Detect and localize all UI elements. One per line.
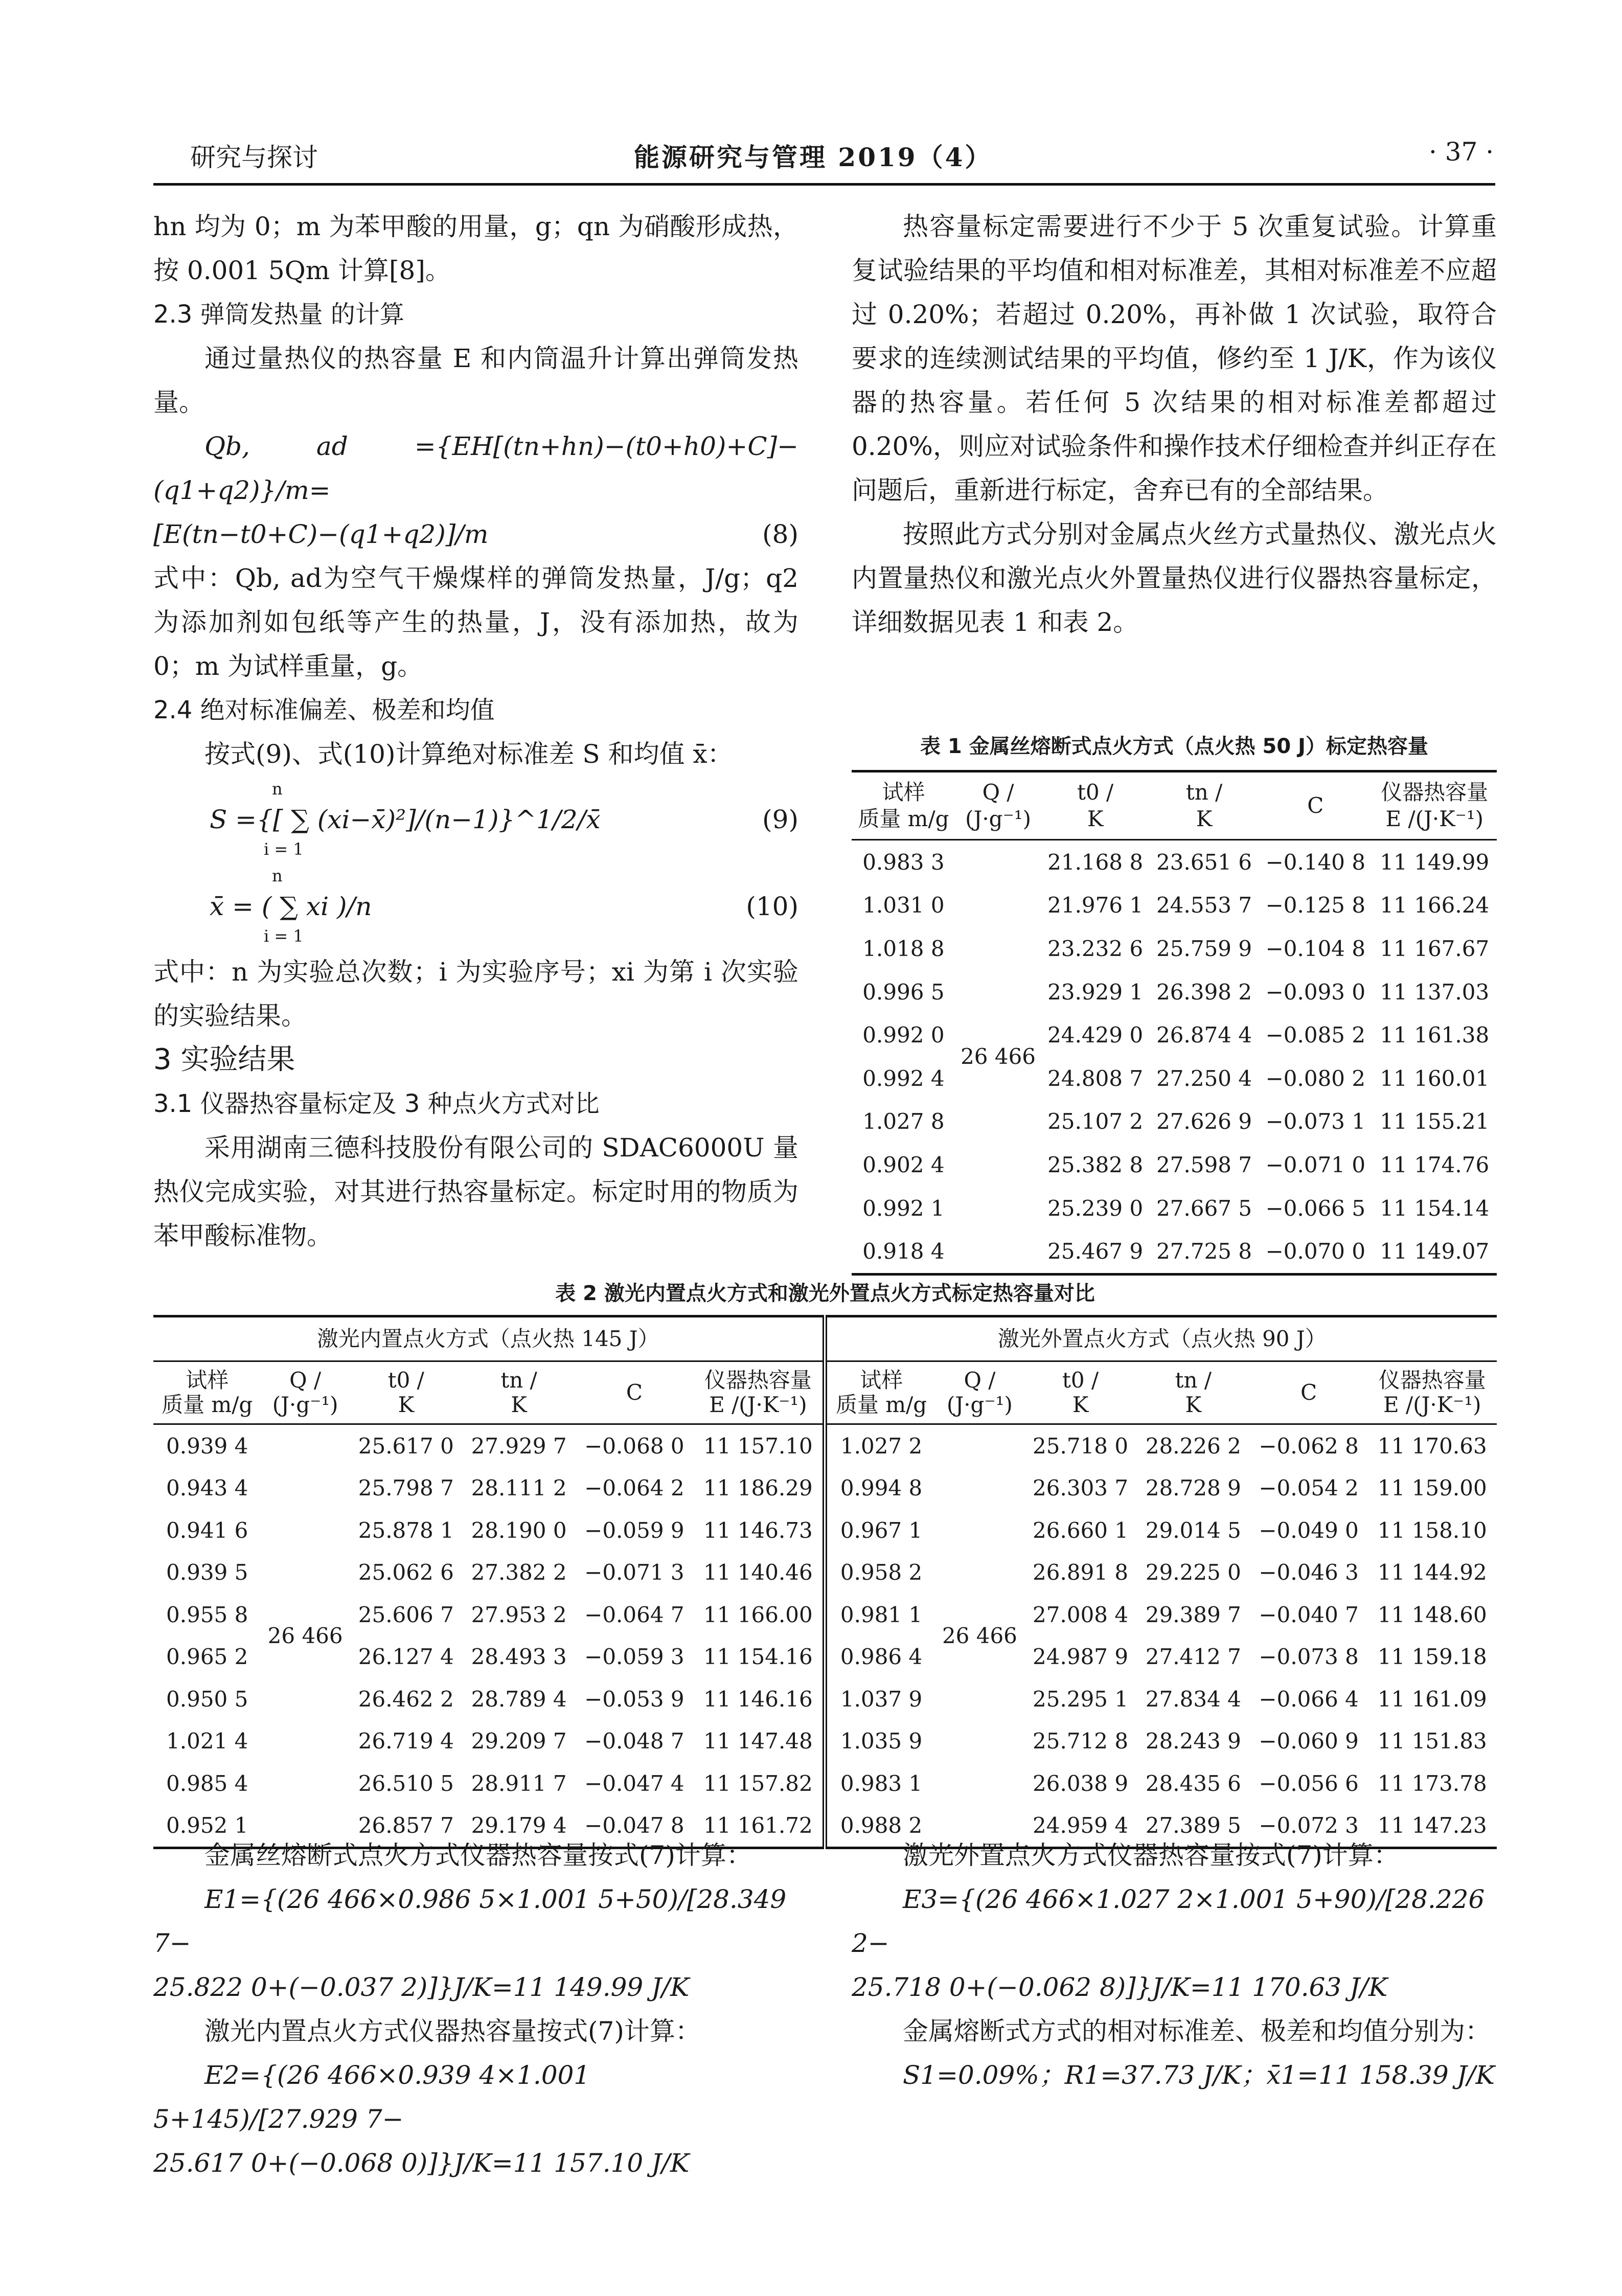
sum-lower-limit-10: i = 1 [264, 926, 304, 946]
table-2-external-cell-3: −0.056 6 [1259, 1770, 1359, 1796]
table-2-internal-cell-4: 11 157.10 [693, 1424, 825, 1467]
calc-e3-line2: 25.718 0+(−0.062 8)]}J/K=11 170.63 J/K [852, 1972, 1388, 2002]
table-2-header-internal-4: C [575, 1361, 693, 1424]
table-1-cell-4: 11 160.01 [1380, 1065, 1490, 1091]
table-2-internal-cell-2: 27.929 7 [471, 1433, 567, 1459]
table-1-cell-mass: 0.996 5 [862, 979, 945, 1005]
calc-metal-intro: 金属丝熔断式点火方式仪器热容量按式(7)计算： [204, 1840, 752, 1870]
table-2-external-cell-2: 27.834 4 [1145, 1686, 1241, 1712]
table-2-external-cell-1: 26.303 7 [1033, 1475, 1129, 1501]
heading-2-4: 2.4 绝对标准偏差、极差和均值 [153, 696, 495, 724]
table-2-internal-cell-1: 25.878 1 [358, 1517, 454, 1543]
table-2 [153, 1315, 1497, 1849]
table-1-cell-1: 25.107 2 [1047, 1109, 1144, 1134]
page-number: · 37 · [1429, 137, 1494, 167]
table-2-external-cell-4: 11 147.23 [1377, 1813, 1487, 1838]
table-2-internal-cell-4: 11 157.82 [693, 1762, 825, 1805]
table-row [852, 1230, 1497, 1274]
table-2-internal-mass: 0.952 1 [166, 1813, 248, 1838]
table-2-internal-cell-2: 28.911 7 [471, 1770, 567, 1796]
table-2-internal-cell-2: 28.493 3 [471, 1644, 567, 1670]
table-2-internal-cell-2: 27.953 2 [471, 1602, 567, 1627]
table-1-cell-4: 11 174.76 [1380, 1152, 1490, 1177]
table-2-external-cell-4: 11 159.00 [1377, 1475, 1487, 1501]
table-row [153, 1678, 1497, 1720]
table-row [153, 1467, 1497, 1510]
paragraph-method: 按照此方式分别对金属点火丝方式量热仪、激光点火内置量热仪和激光点火外置量热仪进行仪器热容量标定，详细数据见表 1 和表 2。 [852, 519, 1497, 637]
table-1-cell-1: 24.808 7 [1047, 1065, 1144, 1091]
table-2-external-mass: 0.958 2 [840, 1560, 923, 1585]
table-1-cell-1: 21.168 8 [1047, 849, 1144, 875]
table-2-external-mass: 0.981 1 [840, 1602, 923, 1627]
table-2-block [153, 1278, 1497, 1849]
table-2-external-cell-4: 11 148.60 [1377, 1602, 1487, 1627]
table-2-internal-mass: 0.941 6 [166, 1517, 248, 1543]
table-2-external-cell-2: 29.014 5 [1145, 1517, 1241, 1543]
table-1-header-1: Q / (J·g⁻¹) [955, 771, 1041, 840]
heading-3: 3 实验结果 [153, 1043, 295, 1076]
table-1-cell-mass: 1.031 0 [862, 893, 945, 918]
table-1-cell-3: −0.071 0 [1265, 1152, 1366, 1177]
equation-10: x̄ = ( ∑ xi )/n [210, 892, 372, 921]
right-column [852, 204, 1497, 644]
table-2-external-cell-2: 29.389 7 [1145, 1602, 1241, 1627]
table-2-internal-cell-1: 26.127 4 [358, 1644, 454, 1670]
table-2-external-cell-2: 28.226 2 [1145, 1433, 1241, 1459]
table-1-cell-mass: 0.983 3 [862, 849, 945, 875]
table-2-header-internal-3: tn / K [463, 1361, 576, 1424]
table-2-internal-cell-1: 26.510 5 [358, 1770, 454, 1796]
table-2-internal-cell-4: 11 166.00 [693, 1594, 825, 1636]
table-row [153, 1509, 1497, 1552]
table-1-cell-3: −0.066 5 [1265, 1195, 1366, 1221]
table-2-internal-cell-2: 29.179 4 [471, 1813, 567, 1838]
table-1-cell-4: 11 154.14 [1380, 1195, 1490, 1221]
table-1-caption: 表 1 金属丝熔断式点火方式（点火热 50 J）标定热容量 [920, 735, 1429, 758]
table-2-external-cell-4: 11 170.63 [1377, 1433, 1487, 1459]
table-1-block [852, 731, 1497, 1276]
table-2-external-mass: 0.967 1 [840, 1517, 923, 1543]
table-2-group-internal: 激光内置点火方式（点火热 145 J） [153, 1316, 825, 1361]
table-2-external-cell-3: −0.062 8 [1259, 1433, 1359, 1459]
table-row [852, 970, 1497, 1014]
paragraph-hn: hn 均为 0；m 为苯甲酸的用量，g；qn 为硝酸形成热，按 0.001 5Qm 计算[8]。 [153, 212, 798, 285]
header-rule [153, 183, 1495, 186]
table-1-cell-2: 25.759 9 [1156, 936, 1252, 961]
table-1-cell-mass: 1.018 8 [862, 936, 945, 961]
table-2-header-external-3: tn / K [1137, 1361, 1250, 1424]
table-2-header-internal-0: 试样 质量 m/g [153, 1361, 261, 1424]
equation-8-line1: Qb, ad ={EH[(tn+hn)−(t0+h0)+C]−(q1+q2)}/m= [153, 431, 798, 505]
equation-10-number: (10) [746, 892, 798, 921]
table-row [852, 1187, 1497, 1230]
table-2-external-mass: 0.988 2 [840, 1813, 923, 1838]
table-1-cell-4: 11 155.21 [1380, 1109, 1490, 1134]
table-1-cell-mass: 0.902 4 [862, 1152, 945, 1177]
table-1-cell-4: 11 161.38 [1380, 1022, 1490, 1048]
table-1-cell-2: 27.626 9 [1156, 1109, 1252, 1134]
table-2-external-mass: 1.035 9 [840, 1729, 923, 1754]
table-row [153, 1636, 1497, 1678]
table-1-cell-1: 21.976 1 [1047, 893, 1144, 918]
table-2-internal-cell-1: 26.857 7 [358, 1813, 454, 1838]
table-2-internal-cell-2: 28.789 4 [471, 1686, 567, 1712]
table-2-header-external-4: C [1250, 1361, 1368, 1424]
table-2-external-cell-1: 25.718 0 [1033, 1433, 1129, 1459]
table-row [852, 884, 1497, 927]
table-2-internal-cell-3: −0.048 7 [584, 1729, 684, 1754]
paragraph-eq8-where: 式中：Qb, ad为空气干燥煤样的弹筒发热量，J/g；q2 为添加剂如包纸等产生的热量，J，没有添加热，故为 0；m 为试样重量，g。 [153, 563, 798, 681]
table-1-cell-mass: 0.992 0 [862, 1022, 945, 1048]
table-2-internal-cell-3: −0.047 4 [584, 1770, 684, 1796]
table-1-cell-mass: 0.918 4 [862, 1239, 945, 1264]
table-2-internal-cell-1: 26.462 2 [358, 1686, 454, 1712]
table-1-cell-mass: 0.992 1 [862, 1195, 945, 1221]
table-2-internal-cell-4: 11 161.72 [693, 1805, 825, 1848]
calc-e1-line1: E1={(26 466×0.986 5×1.001 5+50)/[28.349 7− [153, 1884, 787, 1958]
table-2-external-cell-2: 27.389 5 [1145, 1813, 1241, 1838]
bottom-right-text [852, 1833, 1497, 2097]
table-2-internal-cell-3: −0.047 8 [584, 1813, 684, 1838]
table-2-internal-cell-3: −0.071 3 [584, 1560, 684, 1585]
table-2-internal-mass: 0.939 4 [166, 1433, 248, 1459]
equation-9-row [153, 776, 798, 863]
heading-3-1: 3.1 仪器热容量标定及 3 种点火方式对比 [153, 1089, 600, 1118]
table-1-cell-4: 11 166.24 [1380, 893, 1490, 918]
table-2-external-mass: 0.986 4 [840, 1644, 923, 1670]
table-2-external-cell-3: −0.046 3 [1259, 1560, 1359, 1585]
table-2-internal-cell-1: 26.719 4 [358, 1729, 454, 1754]
table-2-header-external-2: t0 / K [1024, 1361, 1137, 1424]
table-1-cell-2: 27.250 4 [1156, 1065, 1252, 1091]
table-2-external-cell-4: 11 159.18 [1377, 1644, 1487, 1670]
paragraph-2-3: 通过量热仪的热容量 E 和内筒温升计算出弹筒发热量。 [153, 344, 798, 417]
table-2-external-cell-3: −0.049 0 [1259, 1517, 1359, 1543]
table-1-cell-3: −0.073 1 [1265, 1109, 1366, 1134]
table-1-header-0: 试样 质量 m/g [852, 771, 955, 840]
table-2-internal-cell-3: −0.068 0 [584, 1433, 684, 1459]
table-row [153, 1762, 1497, 1805]
calc-e3-line1: E3={(26 466×1.027 2×1.001 5+90)/[28.226 2− [852, 1884, 1485, 1958]
table-2-internal-q: 26 466 [267, 1623, 343, 1648]
table-1-cell-2: 24.553 7 [1156, 893, 1252, 918]
table-row [852, 927, 1497, 970]
paragraph-calibration: 热容量标定需要进行不少于 5 次重复试验。计算重复试验结果的平均值和相对标准差，其相对标准差不应超过 0.20%；若超过 0.20%，再补做 1 次试验，取符合要求的连续测试结果的平均值，修约至 1 J/K，作为该仪器的热容量。若任何 5 次结果的相对标准差都超过 0.20%，则应对试验条件和操作技术仔细检查并纠正存在问题后，重新进行标定，舍弃已有的全部结果。 [852, 212, 1497, 505]
table-row [852, 840, 1497, 884]
table-2-external-cell-4: 11 151.83 [1377, 1729, 1487, 1754]
journal-title: 能源研究与管理 2019（4） [634, 142, 993, 172]
table-2-internal-cell-1: 25.617 0 [358, 1433, 454, 1459]
table-1-cell-2: 27.667 5 [1156, 1195, 1252, 1221]
table-row [153, 1424, 1497, 1467]
paragraph-3-1: 采用湖南三德科技股份有限公司的 SDAC6000U 量热仪完成实验，对其进行热容量标定。标定时用的物质为苯甲酸标准物。 [153, 1133, 798, 1251]
equation-8-line2-row [153, 512, 798, 556]
table-2-internal-mass: 1.021 4 [166, 1729, 248, 1754]
table-1-cell-1: 25.239 0 [1047, 1195, 1144, 1221]
table-2-internal-mass: 0.950 5 [166, 1686, 248, 1712]
table-2-header-external-5: 仪器热容量 E /(J·K⁻¹) [1368, 1361, 1497, 1424]
table-1-cell-4: 11 149.99 [1380, 849, 1490, 875]
table-2-external-mass: 0.983 1 [840, 1770, 923, 1796]
table-2-internal-cell-2: 28.190 0 [471, 1517, 567, 1543]
table-2-internal-cell-4: 11 147.48 [693, 1720, 825, 1763]
table-1-cell-2: 27.598 7 [1156, 1152, 1252, 1177]
table-2-external-q: 26 466 [942, 1623, 1017, 1648]
table-2-internal-cell-2: 28.111 2 [471, 1475, 567, 1501]
paragraph-2-4: 按式(9)、式(10)计算绝对标准差 S 和均值 x̄： [204, 739, 733, 769]
table-1-cell-1: 25.382 8 [1047, 1152, 1144, 1177]
table-2-internal-cell-4: 11 140.46 [693, 1552, 825, 1594]
table-1-cell-3: −0.125 8 [1265, 893, 1366, 918]
table-2-external-cell-3: −0.073 8 [1259, 1644, 1359, 1670]
sum-upper-limit-10: n [272, 866, 283, 885]
calc-external-intro: 激光外置点火方式仪器热容量按式(7)计算： [903, 1840, 1399, 1870]
equation-8-number: (8) [762, 519, 798, 549]
table-1-header-3: tn / K [1150, 771, 1259, 840]
table-1-cell-2: 26.874 4 [1156, 1022, 1252, 1048]
table-2-internal-mass: 0.943 4 [166, 1475, 248, 1501]
table-2-external-cell-1: 26.891 8 [1033, 1560, 1129, 1585]
table-1-cell-mass: 0.992 4 [862, 1065, 945, 1091]
running-section-title: 研究与探讨 [190, 143, 318, 172]
table-row [852, 1057, 1497, 1100]
table-2-header-external-1: Q / (J·g⁻¹) [935, 1361, 1024, 1424]
table-1-cell-1: 23.929 1 [1047, 979, 1144, 1005]
bottom-left-text [153, 1833, 798, 2185]
table-1-cell-3: −0.104 8 [1265, 936, 1366, 961]
table-2-external-cell-3: −0.066 4 [1259, 1686, 1359, 1712]
table-1-header-2: t0 / K [1041, 771, 1150, 840]
table-2-internal-cell-1: 25.798 7 [358, 1475, 454, 1501]
table-row [852, 1100, 1497, 1144]
table-2-external-cell-4: 11 161.09 [1377, 1686, 1487, 1712]
table-2-header-external-0: 试样 质量 m/g [825, 1361, 935, 1424]
equation-8-line2: [E(tn−t0+C)−(q1+q2)]/m [153, 519, 489, 549]
table-1-cell-q: 26 466 [961, 1044, 1036, 1070]
table-2-external-cell-3: −0.072 3 [1259, 1813, 1359, 1838]
table-2-internal-cell-3: −0.064 7 [584, 1602, 684, 1627]
stats-intro: 金属熔断式方式的相对标准差、极差和均值分别为： [903, 2016, 1491, 2046]
table-1-cell-4: 11 167.67 [1380, 936, 1490, 961]
table-2-external-cell-2: 27.412 7 [1145, 1644, 1241, 1670]
table-1-cell-1: 24.429 0 [1047, 1022, 1144, 1048]
table-2-internal-mass: 0.939 5 [166, 1560, 248, 1585]
table-2-internal-cell-4: 11 146.73 [693, 1509, 825, 1552]
table-2-internal-mass: 0.965 2 [166, 1644, 248, 1670]
table-row [153, 1720, 1497, 1763]
table-2-external-cell-1: 25.712 8 [1033, 1729, 1129, 1754]
table-1-cell-4: 11 137.03 [1380, 979, 1490, 1005]
table-2-external-mass: 1.037 9 [840, 1686, 923, 1712]
table-2-external-cell-1: 25.295 1 [1033, 1686, 1129, 1712]
left-column [153, 204, 798, 1258]
table-2-external-cell-2: 28.728 9 [1145, 1475, 1241, 1501]
table-2-internal-cell-1: 25.606 7 [358, 1602, 454, 1627]
table-2-external-cell-3: −0.040 7 [1259, 1602, 1359, 1627]
table-1-header-5: 仪器热容量 E /(J·K⁻¹) [1373, 771, 1497, 840]
table-2-internal-cell-2: 29.209 7 [471, 1729, 567, 1754]
table-1-cell-2: 23.651 6 [1156, 849, 1252, 875]
table-1-cell-2: 26.398 2 [1156, 979, 1252, 1005]
equation-10-row [153, 863, 798, 950]
table-2-internal-cell-4: 11 154.16 [693, 1636, 825, 1678]
table-2-external-cell-3: −0.054 2 [1259, 1475, 1359, 1501]
table-2-caption: 表 2 激光内置点火方式和激光外置点火方式标定热容量对比 [555, 1282, 1095, 1305]
table-2-external-cell-2: 28.435 6 [1145, 1770, 1241, 1796]
sum-lower-limit-9: i = 1 [264, 839, 304, 859]
table-1-cell-3: −0.093 0 [1265, 979, 1366, 1005]
table-2-external-cell-3: −0.060 9 [1259, 1729, 1359, 1754]
table-1-cell-2: 27.725 8 [1156, 1239, 1252, 1264]
table-2-internal-cell-1: 25.062 6 [358, 1560, 454, 1585]
calc-e1-line2: 25.822 0+(−0.037 2)]}J/K=11 149.99 J/K [153, 1972, 690, 2002]
table-1-cell-1: 23.232 6 [1047, 936, 1144, 961]
table-row [852, 1143, 1497, 1187]
table-2-external-cell-1: 26.660 1 [1033, 1517, 1129, 1543]
heading-2-3: 2.3 弹筒发热量 的计算 [153, 300, 404, 329]
table-2-internal-cell-4: 11 186.29 [693, 1467, 825, 1510]
table-1-cell-1: 25.467 9 [1047, 1239, 1144, 1264]
table-2-external-cell-1: 24.987 9 [1033, 1644, 1129, 1670]
table-2-external-cell-1: 24.959 4 [1033, 1813, 1129, 1838]
calc-e2-line2: 25.617 0+(−0.068 0)]}J/K=11 157.10 J/K [153, 2148, 690, 2178]
table-2-header-internal-5: 仪器热容量 E /(J·K⁻¹) [693, 1361, 825, 1424]
table-row [852, 1013, 1497, 1057]
table-1-cell-3: −0.080 2 [1265, 1065, 1366, 1091]
table-2-external-cell-2: 28.243 9 [1145, 1729, 1241, 1754]
table-2-external-mass: 0.994 8 [840, 1475, 923, 1501]
table-2-internal-cell-3: −0.059 9 [584, 1517, 684, 1543]
table-row [153, 1552, 1497, 1594]
table-1-header-4: C [1259, 771, 1373, 840]
calc-internal-intro: 激光内置点火方式仪器热容量按式(7)计算： [204, 2016, 701, 2046]
table-1-cell-mass: 1.027 8 [862, 1109, 945, 1134]
table-1-cell-4: 11 149.07 [1380, 1239, 1490, 1264]
table-2-external-cell-1: 27.008 4 [1033, 1602, 1129, 1627]
table-2-external-mass: 1.027 2 [840, 1433, 923, 1459]
table-1-cell-3: −0.140 8 [1265, 849, 1366, 875]
table-2-external-cell-4: 11 173.78 [1377, 1770, 1487, 1796]
table-2-internal-cell-3: −0.053 9 [584, 1686, 684, 1712]
paragraph-eq10-where: 式中：n 为实验总次数；i 为实验序号；xi 为第 i 次实验的实验结果。 [153, 957, 798, 1031]
equation-9-number: (9) [762, 805, 798, 834]
stats-values: S1=0.09%；R1=37.73 J/K；x̄1=11 158.39 J/K [903, 2060, 1495, 2090]
table-1 [852, 770, 1497, 1276]
table-2-internal-cell-2: 27.382 2 [471, 1560, 567, 1585]
sum-upper-limit-9: n [272, 779, 283, 799]
table-2-external-cell-1: 26.038 9 [1033, 1770, 1129, 1796]
table-2-external-cell-4: 11 158.10 [1377, 1517, 1487, 1543]
table-2-header-internal-2: t0 / K [350, 1361, 463, 1424]
table-2-internal-cell-3: −0.064 2 [584, 1475, 684, 1501]
calc-e2-line1: E2={(26 466×0.939 4×1.001 5+145)/[27.929 7− [153, 2060, 590, 2134]
table-2-internal-cell-3: −0.059 3 [584, 1644, 684, 1670]
table-1-cell-3: −0.070 0 [1265, 1239, 1366, 1264]
table-row [153, 1594, 1497, 1636]
table-2-group-external: 激光外置点火方式（点火热 90 J） [825, 1316, 1497, 1361]
table-2-internal-mass: 0.985 4 [166, 1770, 248, 1796]
table-1-cell-3: −0.085 2 [1265, 1022, 1366, 1048]
table-2-internal-cell-4: 11 146.16 [693, 1678, 825, 1720]
table-2-external-cell-2: 29.225 0 [1145, 1560, 1241, 1585]
equation-9: S ={[ ∑ (xi−x̄)²]/(n−1)}^1/2/x̄ [210, 805, 601, 834]
table-2-external-cell-4: 11 144.92 [1377, 1560, 1487, 1585]
table-2-internal-mass: 0.955 8 [166, 1602, 248, 1627]
table-2-header-internal-1: Q / (J·g⁻¹) [261, 1361, 350, 1424]
